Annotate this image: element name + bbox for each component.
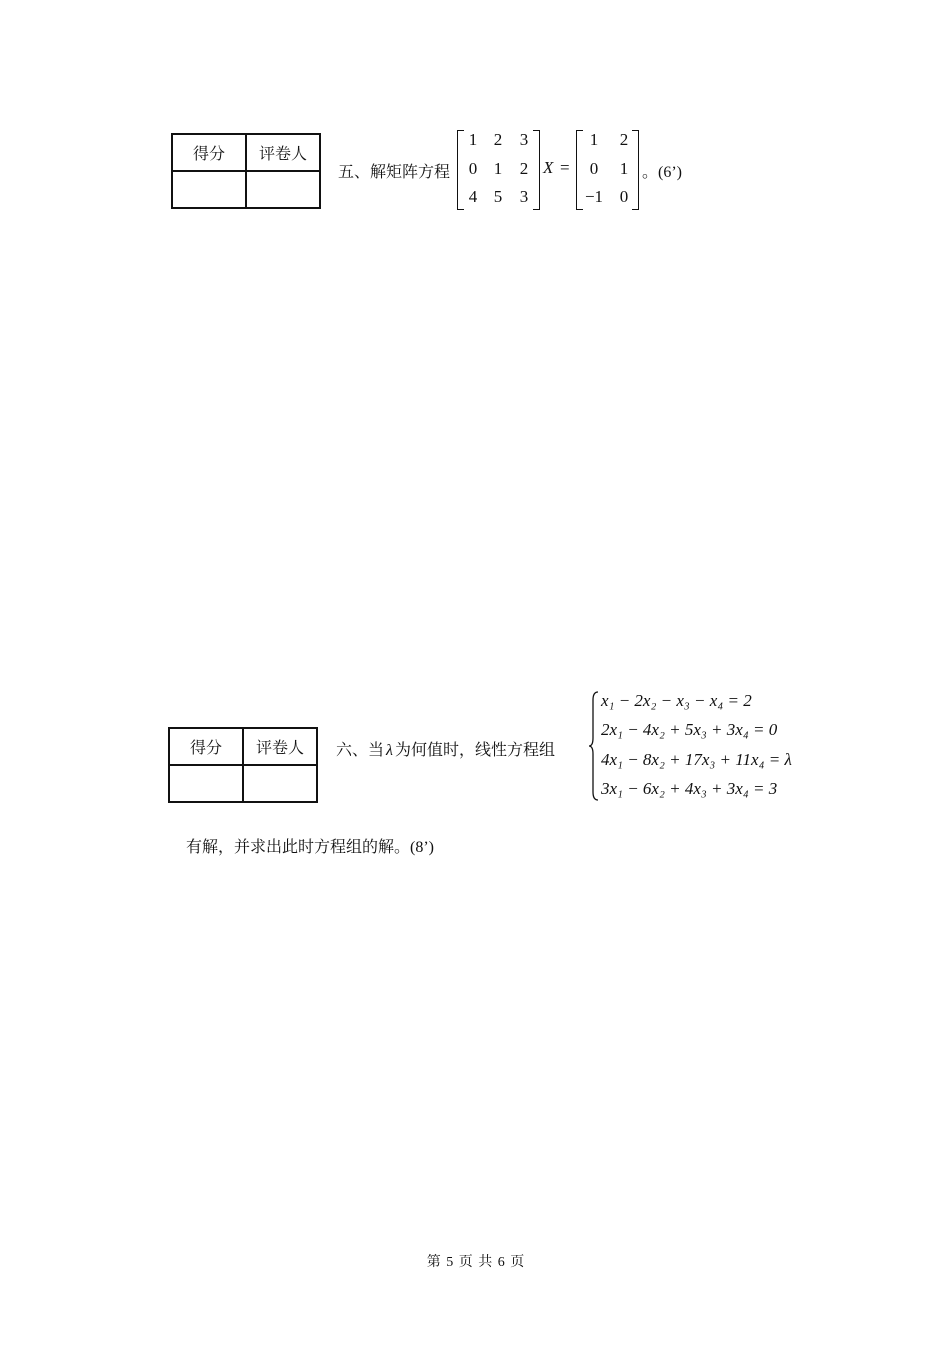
equation-row: 3x₁ − 6x₂ + 4x₃ + 3x₄ = 3 [601, 779, 778, 798]
q6-text [336, 737, 555, 760]
matrix-a-cell: 1 [468, 130, 478, 149]
score-header: 得分 [172, 134, 246, 171]
score-cell [169, 765, 243, 802]
matrix-b-right-bracket [632, 130, 639, 210]
matrix-b-cell: 2 [619, 130, 629, 149]
matrix-a-cell: 2 [519, 159, 529, 178]
q6-text-prefix: 六、当 [336, 742, 385, 759]
matrix-a-cell: 0 [468, 159, 478, 178]
equation-row: x₁ − 2x₂ − x₃ − x₄ = 2 [601, 691, 752, 710]
matrix-a-cell: 3 [519, 187, 529, 206]
equation-row: 2x₁ − 4x₂ + 5x₃ + 3x₄ = 0 [601, 720, 778, 739]
q5-equals: = [560, 158, 570, 177]
matrix-b-cell: 1 [619, 159, 629, 178]
q5-score-table [171, 133, 321, 209]
matrix-a-cell: 3 [519, 130, 529, 149]
q6-text-suffix: 为何值时，线性方程组 [394, 742, 555, 759]
matrix-a-cell: 4 [468, 187, 478, 206]
matrix-a-cell: 5 [493, 187, 503, 206]
matrix-b-cell: 1 [589, 130, 599, 149]
grader-header: 评卷人 [246, 134, 320, 171]
matrix-a-cell: 1 [493, 159, 503, 178]
q5-variable-x: X [543, 158, 554, 177]
q6-score-table [168, 727, 318, 803]
page-number: 第 5 页 共 6 页 [426, 1255, 526, 1270]
matrix-b-cell: 0 [619, 187, 629, 206]
q6-continuation: 有解，并求出此时方程组的解。(8’) [186, 839, 434, 856]
q5-points: 。(6’) [642, 164, 682, 181]
score-cell [172, 171, 246, 208]
matrix-b-cell: −1 [584, 187, 604, 206]
lambda-symbol: λ [386, 742, 393, 759]
grader-header: 评卷人 [243, 728, 317, 765]
matrix-a-right-bracket [533, 130, 540, 210]
matrix-b-cell: 0 [589, 159, 599, 178]
score-header: 得分 [169, 728, 243, 765]
left-brace [588, 690, 600, 802]
equation-row: 4x₁ − 8x₂ + 17x₃ + 11x₄ = λ [601, 750, 792, 769]
q5-text: 五、解矩阵方程 [338, 164, 451, 181]
matrix-a-cell: 2 [493, 130, 503, 149]
grader-cell [243, 765, 317, 802]
grader-cell [246, 171, 320, 208]
